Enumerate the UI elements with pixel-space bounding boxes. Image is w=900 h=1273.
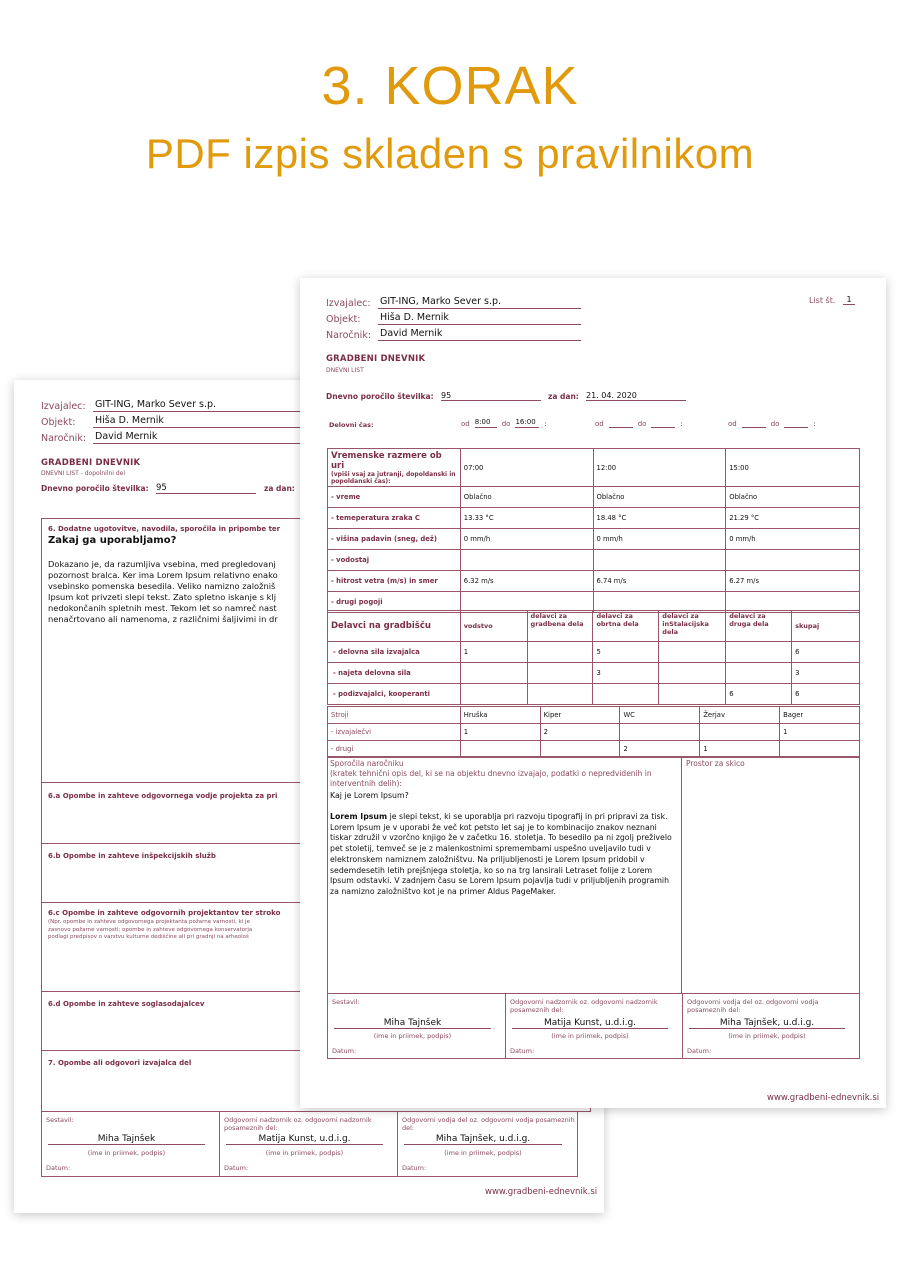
workers-cell: 5 — [593, 642, 659, 663]
from-label: od — [728, 420, 737, 428]
object-label: Objekt: — [41, 417, 76, 428]
signature-date: Datum: — [510, 1047, 535, 1055]
signature-date: Datum: — [687, 1047, 712, 1055]
weather-time: 12:00 — [593, 449, 726, 487]
from-label: od — [461, 420, 470, 428]
workers-column-header: delavci za druga dela — [726, 611, 792, 642]
machine-column-header: Hruška — [460, 707, 540, 724]
weather-row-label: - vreme — [328, 487, 461, 508]
signature-date: Datum: — [46, 1164, 71, 1172]
footer-url[interactable]: www.gradbeni-ednevnik.si — [767, 1093, 880, 1103]
messages-question: Kaj je Lorem Ipsum? — [330, 791, 409, 800]
object-row — [326, 310, 581, 325]
weather-cell — [593, 550, 726, 571]
machines-cell — [700, 724, 780, 741]
text-line: nedokončanih spletnih mest. Tekom let so namreč nast — [48, 603, 277, 613]
workers-row-label: - najeta delovna sila — [328, 663, 461, 684]
weather-cell: Oblačno — [726, 487, 860, 508]
machines-row — [328, 741, 860, 758]
contractor-row — [41, 397, 333, 412]
workers-cell — [726, 663, 792, 684]
text-line: vsebinsko pomenska besedila. Veliko namizno založniš — [48, 581, 276, 591]
signature-caption: Sestavil: — [332, 998, 360, 1006]
signature-caption: Odgovorni nadzornik oz. odgovorni nadzornik posameznih del: — [224, 1116, 372, 1132]
weather-header-row — [328, 449, 860, 487]
messages-bold-lead: Lorem Ipsum — [330, 812, 388, 821]
signature-caption: Odgovorni vodja del oz. odgovorni vodja posameznih del: — [687, 998, 819, 1014]
machines-cell: 2 — [620, 741, 700, 758]
machine-column-header: WC — [620, 707, 700, 724]
machines-cell — [780, 741, 860, 758]
weather-row-label: - višina padavin (sneg, dež) — [328, 529, 461, 550]
weather-cell: 6.74 m/s — [593, 571, 726, 592]
workers-title: Delavci na gradbišču — [328, 611, 461, 642]
client-row — [326, 326, 581, 341]
machines-row — [328, 724, 860, 741]
contractor-row — [326, 294, 581, 309]
signature-date: Datum: — [332, 1047, 357, 1055]
machines-row-label: - izvajalečvi — [328, 724, 461, 741]
text-line: Dokazano je, da razumljiva vsebina, med pregledovanj — [48, 559, 276, 569]
signature-hint: (ime in priimek, podpis) — [87, 1149, 166, 1157]
signature-compiled-by — [42, 1112, 220, 1176]
separator: : — [813, 420, 816, 428]
signature-name: Miha Tajnšek, u.d.i.g. — [689, 1018, 845, 1029]
signature-hint: (ime in priimek, podpis) — [265, 1149, 344, 1157]
client-row — [41, 429, 333, 444]
machines-cell — [540, 741, 620, 758]
workers-cell: 3 — [792, 663, 860, 684]
diary-subtitle: DNEVNI LIST - dopolnilni del — [41, 470, 126, 477]
weather-time: 07:00 — [460, 449, 593, 487]
weather-row — [328, 508, 860, 529]
front-signature-block — [327, 993, 860, 1059]
back-signature-block — [41, 1111, 578, 1177]
workers-row — [328, 642, 860, 663]
date-label: za dan: — [548, 392, 579, 401]
workers-cell — [659, 684, 726, 705]
workers-header-row — [328, 611, 860, 642]
weather-row — [328, 550, 860, 571]
workers-column-header: delavci za obrtna dela — [593, 611, 659, 642]
machines-cell — [620, 724, 700, 741]
weather-cell — [460, 550, 593, 571]
workers-cell: 3 — [593, 663, 659, 684]
machines-cell — [460, 741, 540, 758]
footer-url[interactable]: www.gradbeni-ednevnik.si — [485, 1187, 598, 1197]
workers-row-label: - podizvajalci, kooperanti — [328, 684, 461, 705]
workers-row — [328, 684, 860, 705]
diary-title: GRADBENI DNEVNIK — [41, 458, 141, 468]
client-messages-header — [330, 759, 680, 789]
to-label: do — [637, 420, 647, 428]
machines-row-label: - drugi — [328, 741, 461, 758]
object-row — [41, 413, 333, 428]
workers-row — [328, 663, 860, 684]
section-6c-note — [48, 919, 252, 942]
machine-column-header: Žerjav — [700, 707, 780, 724]
weather-row — [328, 529, 860, 550]
weather-cell: Oblačno — [460, 487, 593, 508]
diary-subtitle: DNEVNI LIST — [326, 367, 364, 374]
front-page-daily-sheet — [300, 278, 886, 1108]
signature-name: Miha Tajnšek — [334, 1018, 491, 1029]
object-value: Hiša D. Mernik — [93, 414, 333, 428]
text-line: pozornost bralca. Ker ima Lorem Ipsum relativno enako — [48, 570, 278, 580]
machine-column-header: Kiper — [540, 707, 620, 724]
section-6-label: 6. Dodatne ugotovitve, navodila, sporočila in pripombe ter — [48, 525, 281, 533]
weather-table — [327, 448, 860, 613]
object-label: Objekt: — [326, 314, 361, 325]
date-value: 21. 04. 2020 — [586, 391, 686, 401]
signature-name: Matija Kunst, u.d.i.g. — [226, 1134, 383, 1145]
weather-row-label: - drugi pogoji — [328, 592, 461, 613]
diary-title: GRADBENI DNEVNIK — [326, 354, 426, 364]
section-6c-label: 6.c Opombe in zahteve odgovornih projektantov ter stroko — [48, 909, 281, 917]
separator: : — [544, 420, 547, 428]
signature-hint: (ime in priimek, podpis) — [373, 1032, 452, 1040]
note-line: zasnovo požarne varnosti; opombe in zahteve odgovornega konservatorja — [48, 926, 253, 933]
messages-sketch-box — [327, 756, 860, 994]
workers-cell — [460, 684, 527, 705]
signature-compiled-by — [328, 994, 506, 1058]
weather-cell: 21.29 °C — [726, 508, 860, 529]
contractor-value: GIT-ING, Marko Sever s.p. — [378, 295, 581, 309]
note-line: (Npr. opombe in zahteve odgovornega projektanta požarne varnosti, ki je — [48, 919, 250, 925]
sheet-number-label: List št. — [809, 296, 836, 305]
section-7-label: 7. Opombe ali odgovori izvajalca del — [48, 1059, 192, 1067]
weather-note: (vpiši vsaj za jutranji, dopoldanski in popoldanski čas): — [331, 471, 456, 485]
weather-row-label: - vodostaj — [328, 550, 461, 571]
section-6b-label: 6.b Opombe in zahteve inšpekcijskih služb — [48, 852, 216, 860]
signature-date: Datum: — [402, 1164, 427, 1172]
report-number-label: Dnevno poročilo številka: — [41, 484, 149, 493]
to-value — [651, 418, 675, 428]
client-label: Naročnik: — [326, 330, 372, 341]
signature-caption: Odgovorni nadzornik oz. odgovorni nadzornik posameznih del: — [510, 998, 658, 1014]
separator: : — [680, 420, 683, 428]
signature-supervisor — [506, 994, 683, 1058]
signature-hint: (ime in priimek, podpis) — [728, 1032, 806, 1040]
machines-cell: 1 — [780, 724, 860, 741]
signature-name: Miha Tajnšek, u.d.i.g. — [404, 1134, 562, 1145]
client-value: David Mernik — [378, 327, 581, 341]
weather-row-label: - hitrost vetra (m/s) in smer — [328, 571, 461, 592]
section-6a-label: 6.a Opombe in zahteve odgovornega vodje projekta za pri — [48, 792, 278, 800]
weather-cell: 6.27 m/s — [726, 571, 860, 592]
from-value — [742, 418, 766, 428]
weather-title: Vremenske razmere ob uri — [331, 451, 442, 471]
workers-column-header: delavci za inStalacijska dela — [659, 611, 726, 642]
client-messages-note: (kratek tehnični opis del, ki se na objektu dnevno izvajajo, podatki o nepredvidenih in interventnih delih): — [330, 769, 652, 788]
text-line: nenačrtovano ali namenoma, z različnimi šaljivimi in dr — [48, 614, 278, 624]
report-number-label: Dnevno poročilo številka: — [326, 392, 434, 401]
machines-cell: 2 — [540, 724, 620, 741]
workers-cell — [593, 684, 659, 705]
signature-works-manager — [683, 994, 859, 1058]
sheet-number-value: 1 — [843, 295, 855, 305]
machines-table — [327, 706, 860, 758]
workers-cell: 6 — [792, 642, 860, 663]
workers-cell: 6 — [726, 684, 792, 705]
machines-cell: 1 — [460, 724, 540, 741]
workers-cell — [460, 663, 527, 684]
workers-cell — [659, 663, 726, 684]
date-label: za dan: — [264, 484, 295, 493]
workers-cell — [726, 642, 792, 663]
workers-cell — [659, 642, 726, 663]
signature-hint: (ime in priimek, podpis) — [444, 1149, 522, 1157]
text-line: Ipsum kot privzeti slepi tekst. Zato spletno iskanje s klj — [48, 592, 277, 602]
to-value — [784, 418, 808, 428]
signature-name: Matija Kunst, u.d.i.g. — [512, 1018, 668, 1029]
section-6d-label: 6.d Opombe in zahteve soglasodajalcev — [48, 1000, 205, 1008]
weather-row — [328, 571, 860, 592]
signature-supervisor — [220, 1112, 398, 1176]
machines-header-row — [328, 707, 860, 724]
to-value: 16:00 — [515, 418, 539, 428]
weather-time: 15:00 — [726, 449, 860, 487]
signature-caption: Odgovorni vodja del oz. odgovorni vodja posameznih del: — [402, 1116, 575, 1132]
signature-hint: (ime in priimek, podpis) — [551, 1032, 629, 1040]
contractor-label: Izvajalec: — [41, 401, 86, 412]
section-6-heading: Zakaj ga uporabljamo? — [48, 535, 177, 546]
object-value: Hiša D. Mernik — [378, 311, 581, 325]
machines-title: Stroji — [328, 707, 461, 724]
to-label: do — [501, 420, 511, 428]
messages-body — [330, 812, 678, 898]
work-time-label: Delovni čas: — [329, 421, 374, 429]
note-line: podlagi predpisov o varstvu kulturne dediščine ali pri gradnji na arheološ — [48, 934, 249, 940]
workers-cell — [527, 642, 593, 663]
machines-cell: 1 — [700, 741, 780, 758]
workers-column-header: delavci za gradbena dela — [527, 611, 593, 642]
weather-row-label: - temeperatura zraka C — [328, 508, 461, 529]
weather-cell: 18.48 °C — [593, 508, 726, 529]
from-label: od — [595, 420, 604, 428]
weather-row — [328, 487, 860, 508]
workers-cell — [527, 663, 593, 684]
contractor-value: GIT-ING, Marko Sever s.p. — [93, 398, 333, 412]
workers-table — [327, 610, 860, 705]
weather-cell: 0 mm/h — [593, 529, 726, 550]
weather-title-cell — [328, 449, 461, 487]
signature-name: Miha Tajnšek — [48, 1134, 205, 1145]
to-label: do — [770, 420, 780, 428]
workers-cell — [527, 684, 593, 705]
signature-works-manager — [398, 1112, 576, 1176]
signature-date: Datum: — [224, 1164, 249, 1172]
workers-cell: 1 — [460, 642, 527, 663]
workers-column-header: skupaj — [792, 611, 860, 642]
from-value: 8:00 — [475, 418, 497, 428]
report-number-value: 95 — [441, 391, 541, 401]
weather-cell: Oblačno — [593, 487, 726, 508]
weather-cell: 0 mm/h — [726, 529, 860, 550]
workers-column-header: vodstvo — [460, 611, 527, 642]
contractor-label: Izvajalec: — [326, 298, 371, 309]
workers-cell: 6 — [792, 684, 860, 705]
machine-column-header: Bager — [780, 707, 860, 724]
workers-row-label: - delovna sila izvajalca — [328, 642, 461, 663]
from-value — [609, 418, 633, 428]
work-time-slot-2 — [595, 418, 683, 428]
client-messages-area — [328, 757, 682, 993]
weather-cell — [726, 550, 860, 571]
client-value: David Mernik — [93, 430, 333, 444]
step-title: 3. KORAK — [321, 56, 579, 116]
work-time-slot-1 — [461, 418, 547, 428]
work-time-slot-3 — [728, 418, 816, 428]
client-messages-label: Sporočila naročniku — [330, 759, 404, 768]
weather-cell: 0 mm/h — [460, 529, 593, 550]
weather-cell: 6.32 m/s — [460, 571, 593, 592]
sketch-area-label: Prostor za skico — [686, 759, 745, 768]
messages-body-text: je slepi tekst, ki se uporablja pri razvoju tipografij in pri pripravi za tisk. Lorem Ipsum je v uporabi že več kot petsto let saj je to kombinacijo znakov neznani tiskar združil v vzorčno knjigo že v začetku 16. stoletja. To besedilo pa ni zgolj preživelo pet stoletij, temveč se je z malenkostnimi spremembami uspešno uveljavilo tudi v elektronskem namiznem založništvu. Na priljubljenosti je Lorem Ipsum pridobil v sedemdesetih letih prejšnjega stoletja, ko so na trg lansirali Letraset folije z Lorem Ipsum odstavki. V zadnjem času se Lorem Ipsum pojavlja tudi v priljubljenih programih za namizno založništvo kot je na primer Aldus PageMaker. — [330, 812, 672, 896]
weather-cell: 13.33 °C — [460, 508, 593, 529]
signature-caption: Sestavil: — [46, 1116, 74, 1124]
step-subtitle: PDF izpis skladen s pravilnikom — [145, 130, 755, 177]
report-number-value: 95 — [156, 483, 256, 494]
client-label: Naročnik: — [41, 433, 87, 444]
